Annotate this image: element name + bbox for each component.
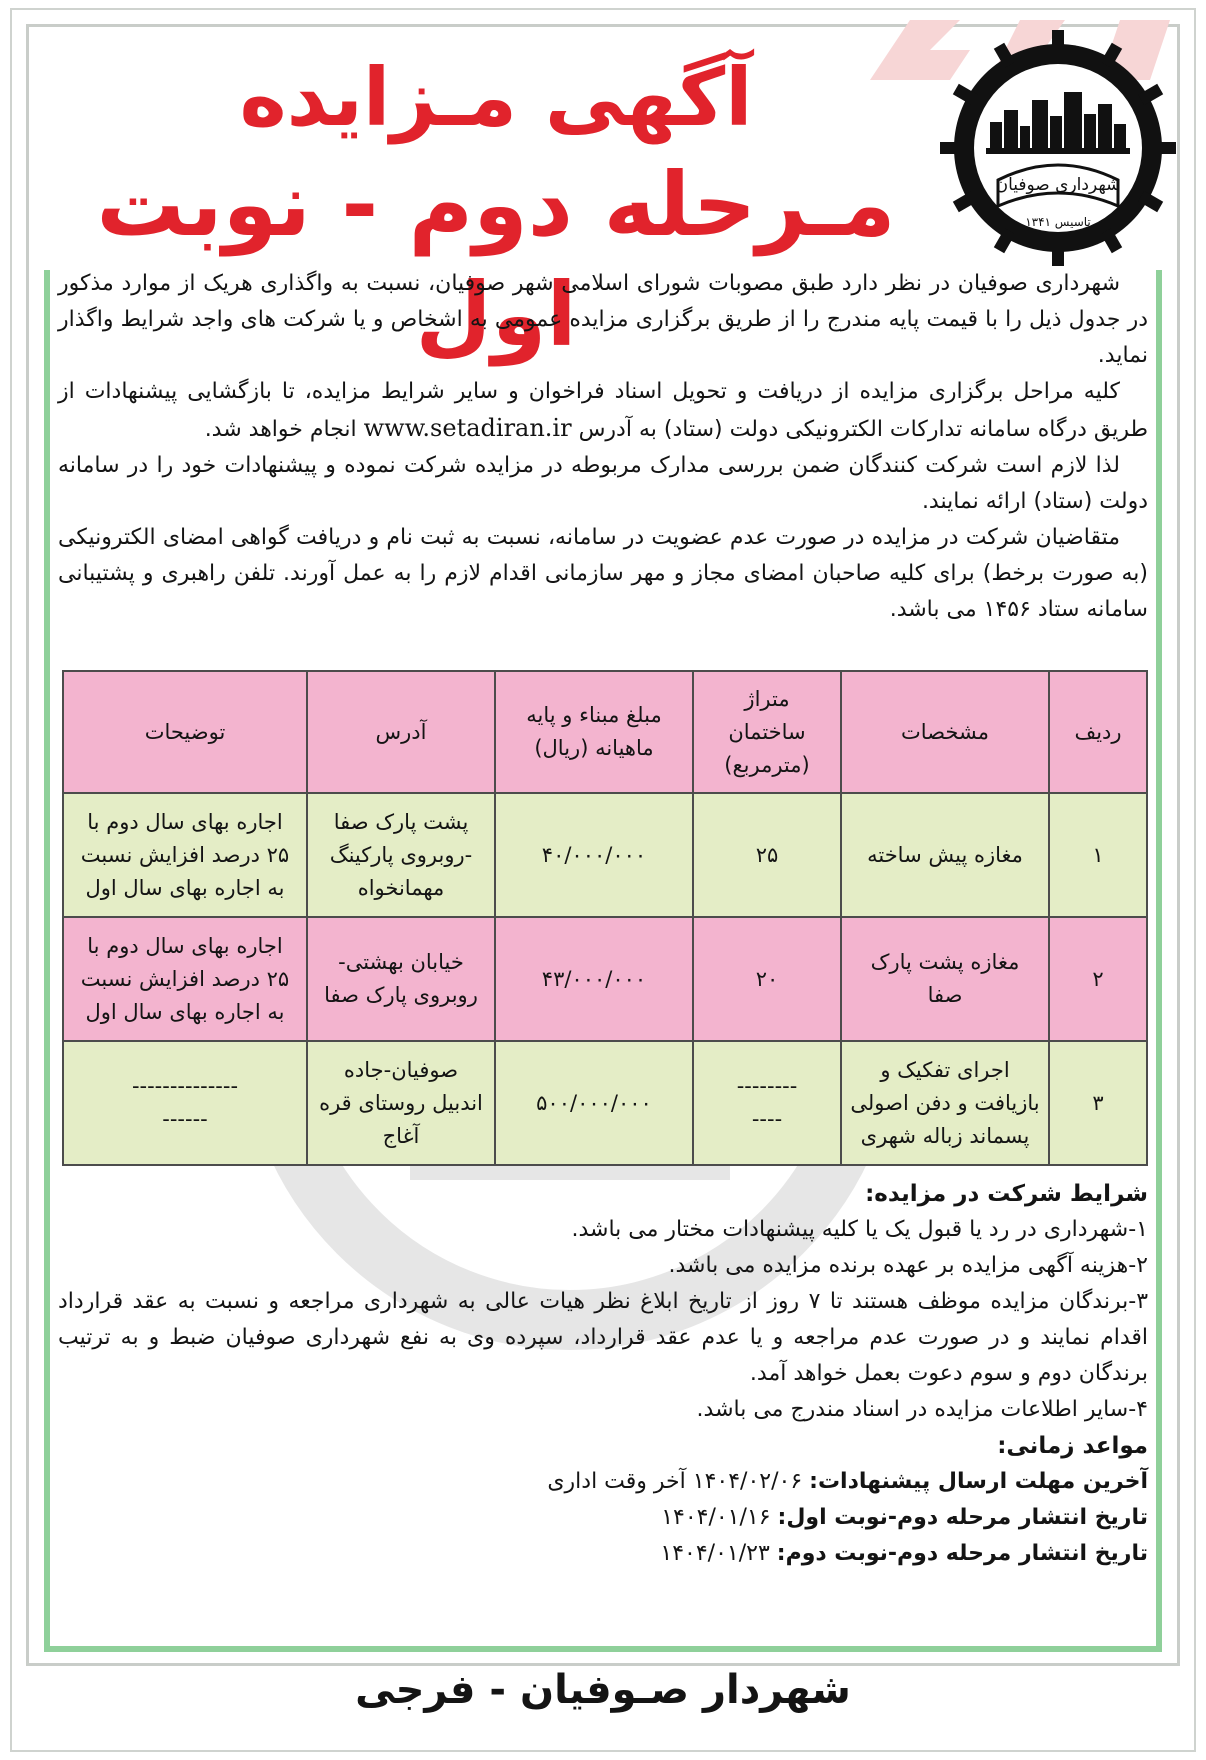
- deadline-label: تاریخ انتشار مرحله دوم-نوبت اول:: [777, 1505, 1148, 1530]
- cell-specs: مغازه پشت پارک صفا: [841, 917, 1049, 1041]
- announcement-subtitle: مـرحله دوم - نوبت اول: [96, 153, 896, 366]
- cell-area: ۲۵: [693, 793, 841, 917]
- deadline-label: تاریخ انتشار مرحله دوم-نوبت دوم:: [776, 1541, 1148, 1566]
- deadline-value: ۱۴۰۴/۰۱/۱۶: [661, 1505, 771, 1530]
- condition-item: ۴-سایر اطلاعات مزایده در اسناد مندرج می باشد.: [696, 1397, 1148, 1422]
- mayor-signature: شهردار صـوفیان - فرجی: [355, 1667, 851, 1713]
- deadline-label: آخرین مهلت ارسال پیشنهادات:: [809, 1469, 1148, 1494]
- cell-base-price: ۴۳/۰۰۰/۰۰۰: [495, 917, 693, 1041]
- decorative-band-left: [44, 270, 50, 1650]
- cell-row-number: ۱: [1049, 793, 1147, 917]
- cell-notes: اجاره بهای سال دوم با ۲۵ درصد افزایش نسبت به اجاره بهای سال اول: [63, 793, 307, 917]
- intro-text-segment: انجام خواهد شد.: [204, 417, 357, 442]
- deadline-line: [58, 1500, 1148, 1536]
- cell-notes: -------------- ------: [63, 1041, 307, 1165]
- conditions-heading: شرایط شرکت در مزایده:: [865, 1181, 1148, 1207]
- cell-notes: اجاره بهای سال دوم با ۲۵ درصد افزایش نسبت به اجاره بهای سال اول: [63, 917, 307, 1041]
- deadline-value: ۱۴۰۴/۰۲/۰۶ آخر وقت اداری: [547, 1469, 803, 1494]
- column-header-address: آدرس: [307, 671, 495, 793]
- municipality-logo: [940, 30, 1176, 266]
- svg-text:تاسیس ۱۳۴۱: تاسیس ۱۳۴۱: [1025, 215, 1091, 229]
- svg-text:شهرداری صوفیان: شهرداری صوفیان: [995, 175, 1121, 195]
- table-header-row: [63, 671, 1147, 793]
- deadline-line: [58, 1464, 1148, 1500]
- column-header-notes: توضیحات: [63, 671, 307, 793]
- intro-paragraph: متقاضیان شرکت در مزایده در صورت عدم عضویت در سامانه، نسبت به ثبت نام و دریافت گواهی امضای الکترونیکی (به صورت برخط) برای کلیه صاحبان امضای مجاز و مهر سازمانی اقدام لازم را به عمل آورند. تلفن راهبری و پشتیبانی سامانه ستاد ۱۴۵۶ می باشد.: [58, 525, 1148, 622]
- condition-item: ۲-هزینه آگهی مزایده بر عهده برنده مزایده می باشد.: [668, 1253, 1148, 1278]
- cell-address: صوفیان-جاده اندبیل روستای قره آغاج: [307, 1041, 495, 1165]
- condition-item: ۳-برندگان مزایده موظف هستند تا ۷ روز از تاریخ ابلاغ نظر هیات عالی به شهرداری مراجعه و نسبت به عقد قرارداد اقدام نمایند و در صورت عدم مراجعه و یا عدم عقد قرارداد، سپرده وی به نفع شهرداری صوفیان ضبط و به ترتیب برندگان دوم و سوم دعوت بعمل خواهد آمد.: [58, 1289, 1149, 1386]
- decorative-band-right: [1156, 270, 1162, 1650]
- announcement-title: آگهی مـزایده: [239, 51, 753, 144]
- cell-base-price: ۵۰۰/۰۰۰/۰۰۰: [495, 1041, 693, 1165]
- table-row: [63, 1041, 1147, 1165]
- cell-specs: اجرای تفکیک و بازیافت و دفن اصولی پسماند زباله شهری: [841, 1041, 1049, 1165]
- table-row: [63, 793, 1147, 917]
- intro-paragraph: [58, 374, 1148, 448]
- cell-area: ۲۰: [693, 917, 841, 1041]
- deadlines-heading: مواعد زمانی:: [997, 1433, 1148, 1459]
- cell-row-number: ۲: [1049, 917, 1147, 1041]
- intro-paragraph: شهرداری صوفیان در نظر دارد طبق مصوبات شورای اسلامی شهر صوفیان، نسبت به واگذاری هریک از موارد مذکور در جدول ذیل را با قیمت پایه مندرج را از طریق برگزاری مزایده عمومی به اشخاص و یا شرکت های واجد شرایط واگذار نماید.: [58, 271, 1148, 368]
- cell-base-price: ۴۰/۰۰۰/۰۰۰: [495, 793, 693, 917]
- column-header-area: متراژ ساختمان (مترمربع): [693, 671, 841, 793]
- intro-text: [58, 266, 1148, 628]
- auction-items-table: [62, 670, 1148, 1166]
- cell-area: -------- ----: [693, 1041, 841, 1165]
- table-row: [63, 917, 1147, 1041]
- cell-specs: مغازه پیش ساخته: [841, 793, 1049, 917]
- setad-website-link[interactable]: www.setadiran.ir: [363, 414, 572, 442]
- cell-row-number: ۳: [1049, 1041, 1147, 1165]
- auction-conditions: [58, 1176, 1148, 1572]
- intro-paragraph: لذا لازم است شرکت کنندگان ضمن بررسی مدارک مربوطه در مزایده شرکت نموده و پیشنهادات خود را در سامانه دولت (ستاد) ارائه نمایند.: [58, 453, 1148, 514]
- cell-address: پشت پارک صفا -روبروی پارکینگ مهمانخواه: [307, 793, 495, 917]
- deadline-line: [58, 1536, 1148, 1572]
- condition-item: ۱-شهرداری در رد یا قبول یک یا کلیه پیشنهادات مختار می باشد.: [571, 1217, 1148, 1242]
- column-header-specs: مشخصات: [841, 671, 1049, 793]
- intro-text-segment: کلیه مراحل برگزاری مزایده از دریافت و تحویل اسناد فراخوان و سایر شرایط مزایده، تا بازگشایی پیشنهادات از طریق درگاه سامانه تدارکات الکترونیکی دولت (ستاد) به آدرس: [58, 379, 1148, 442]
- column-header-base-price: مبلغ مبناء و پایه ماهیانه (ریال): [495, 671, 693, 793]
- deadline-value: ۱۴۰۴/۰۱/۲۳: [660, 1541, 770, 1566]
- cell-address: خیابان بهشتی- روبروی پارک صفا: [307, 917, 495, 1041]
- column-header-row-number: ردیف: [1049, 671, 1147, 793]
